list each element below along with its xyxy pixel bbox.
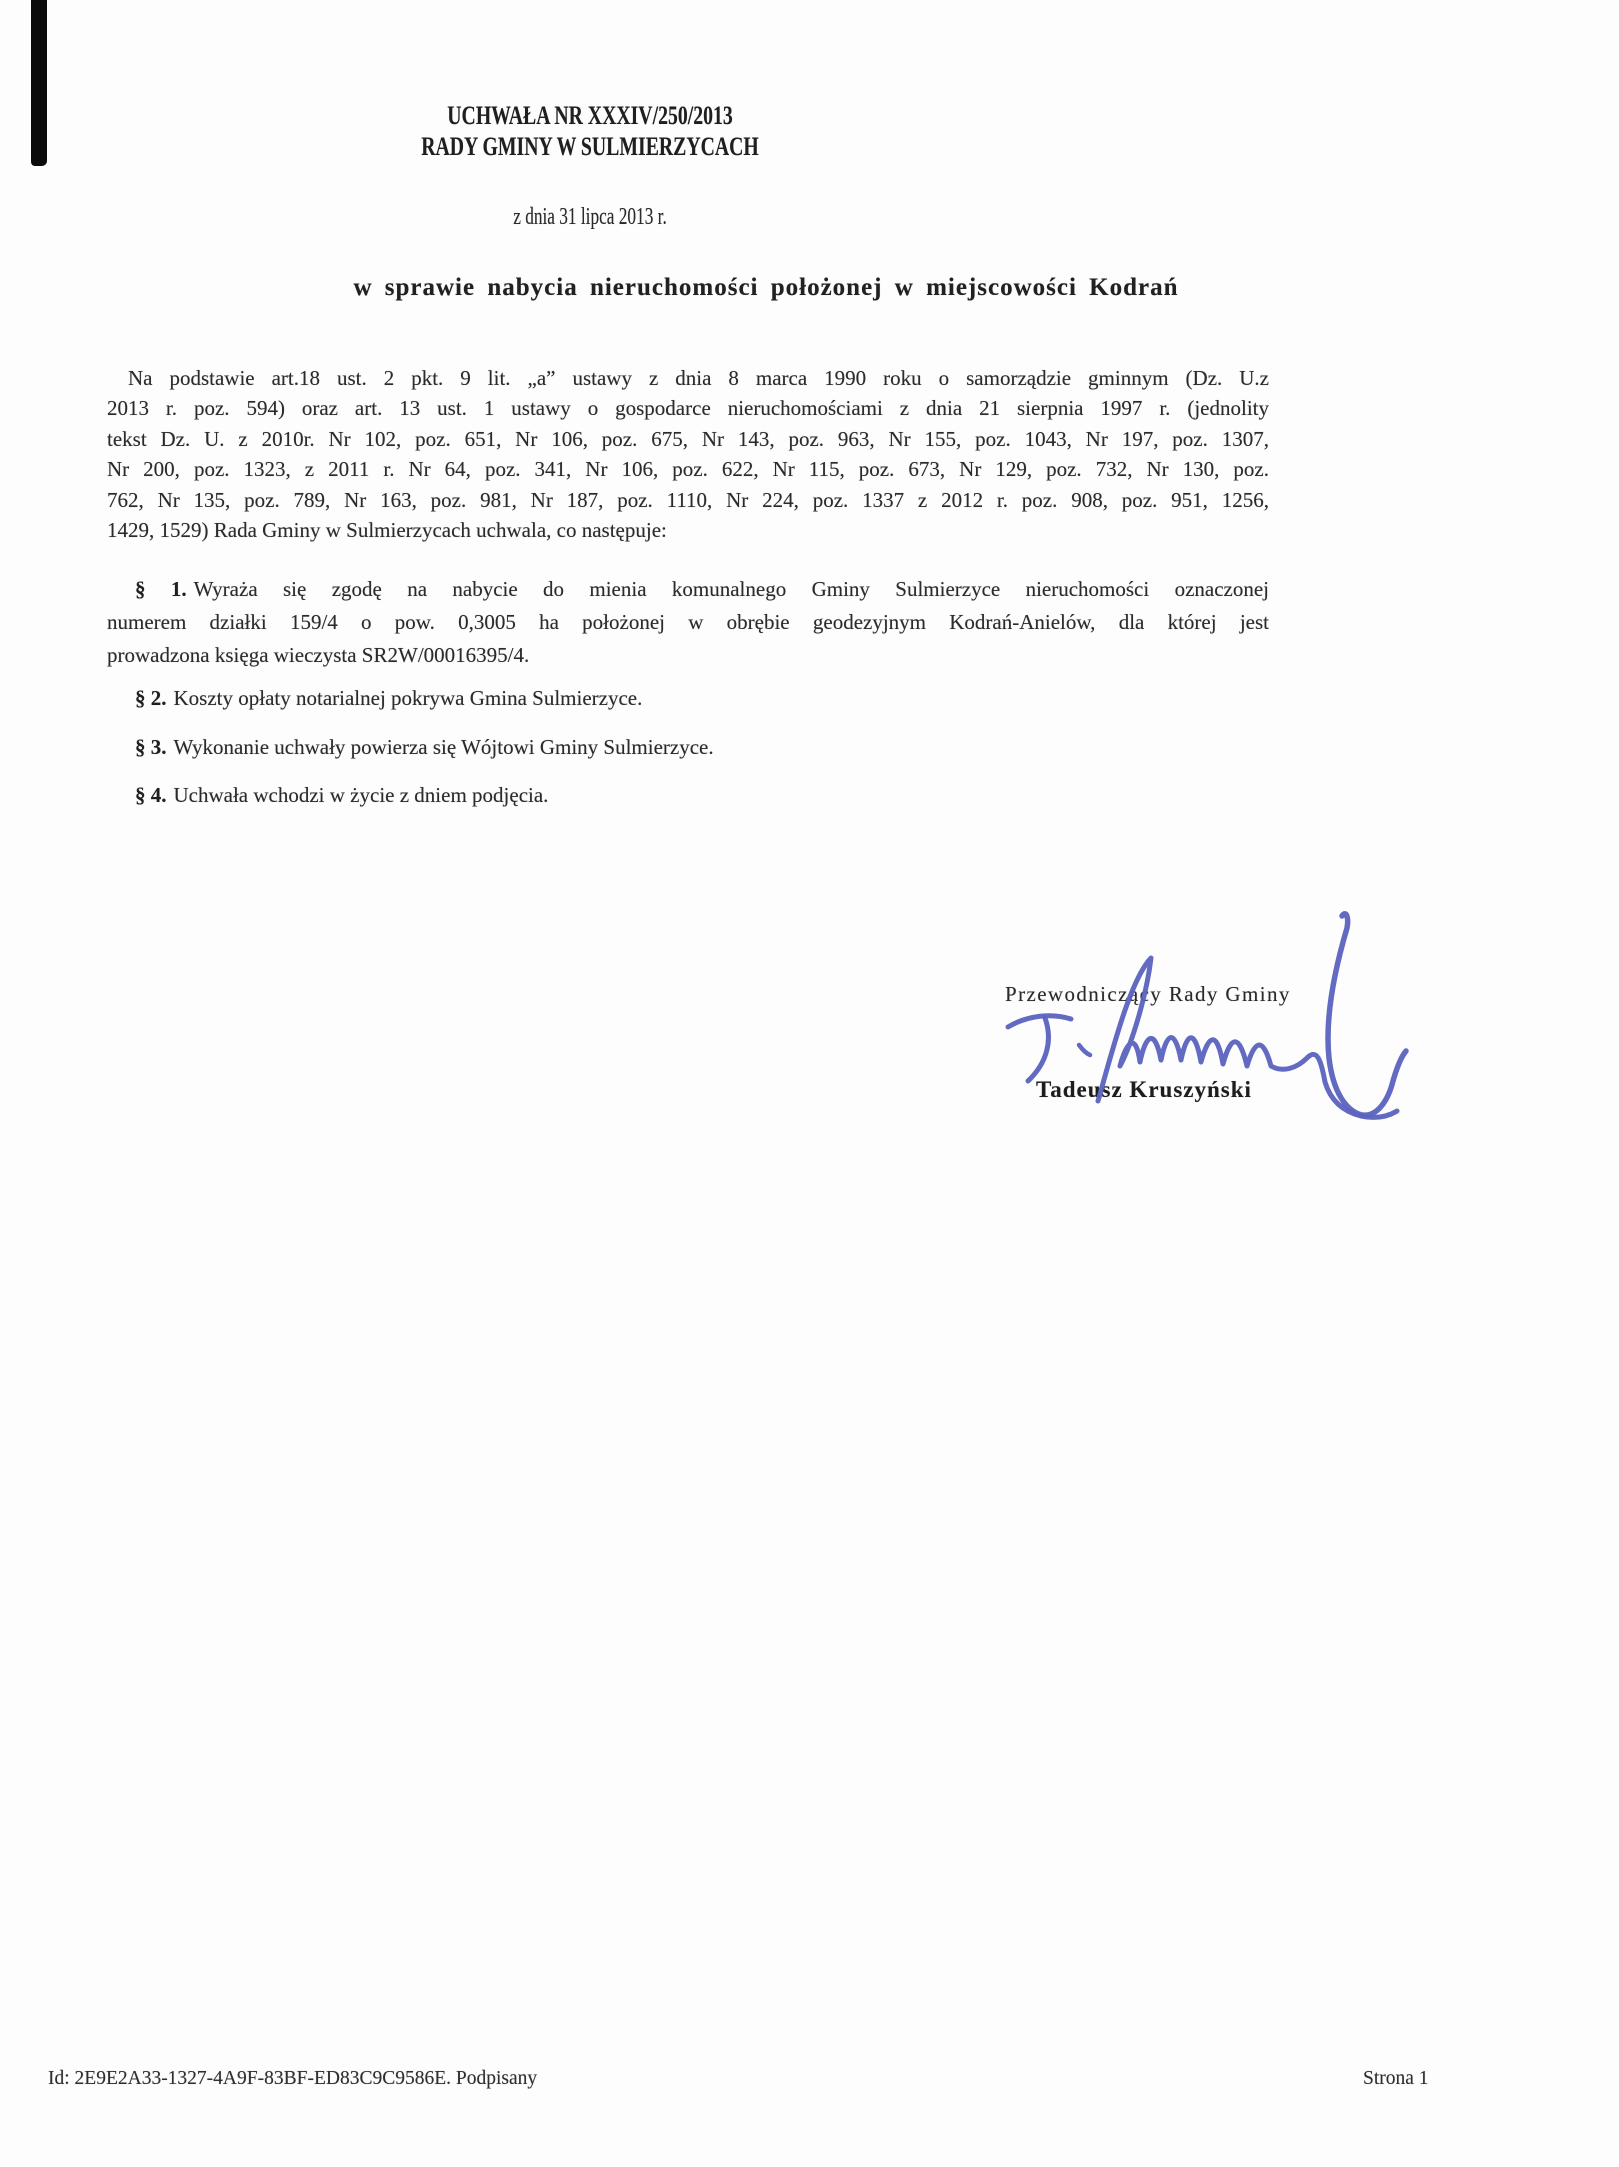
section-2-marker: § 2. <box>135 686 167 710</box>
section-1-paragraph <box>107 573 1269 672</box>
legal-basis-line: Nr 200, poz. 1323, z 2011 r. Nr 64, poz. 341, Nr 106, poz. 622, Nr 115, poz. 673, Nr 129, poz. 732, Nr 130, poz. <box>107 457 1269 482</box>
section-1-text: Wyraża się zgodę na nabycie do mienia komunalnego Gminy Sulmierzyce nieruchomości oznaczonej <box>193 577 1270 601</box>
resolution-subject: w sprawie nabycia nieruchomości położonej w miejscowości Kodrań <box>353 274 1179 301</box>
section-4-text: Uchwała wchodzi w życie z dniem podjęcia. <box>173 783 549 807</box>
signature-stroke-flourish <box>1328 914 1406 1115</box>
legal-basis-line: 762, Nr 135, poz. 789, Nr 163, poz. 981, Nr 187, poz. 1110, Nr 224, poz. 1337 z 2012 r. poz. 908, poz. 951, 1256, <box>107 487 1269 512</box>
page-number: Strona 1 <box>1363 2068 1429 2089</box>
legal-basis-line: 2013 r. poz. 594) oraz art. 13 ust. 1 ustawy o gospodarce nieruchomościami z dnia 21 sierpnia 1997 r. (jednolity <box>107 396 1269 421</box>
section-2-paragraph <box>135 684 1335 712</box>
issuing-body: RADY GMINY W SULMIERZYCACH <box>421 132 759 161</box>
handwritten-signature <box>980 893 1420 1138</box>
scan-artifact-mark <box>31 0 47 166</box>
signature-stroke-k-waves <box>1098 958 1397 1117</box>
signatory-role: Przewodniczący Rady Gminy <box>1005 982 1291 1006</box>
legal-basis-line: Na podstawie art.18 ust. 2 pkt. 9 lit. „a” ustawy z dnia 8 marca 1990 roku o samorządzie gminnym (Dz. U.z <box>128 366 1269 390</box>
title-block <box>90 100 1090 162</box>
section-3-text: Wykonanie uchwały powierza się Wójtowi Gminy Sulmierzyce. <box>173 735 714 759</box>
signature-stroke-dot <box>1079 1045 1090 1055</box>
section-1-line: prowadzona księga wieczysta SR2W/00016395/4. <box>107 643 530 667</box>
signature-stroke-t-stem <box>1028 1018 1048 1081</box>
section-1-marker: § 1. <box>135 577 187 601</box>
resolution-date: z dnia 31 lipca 2013 r. <box>513 204 667 230</box>
legal-basis-line: 1429, 1529) Rada Gminy w Sulmierzycach uchwala, co następuje: <box>107 518 667 543</box>
resolution-number: UCHWAŁA NR XXXIV/250/2013 <box>447 101 733 130</box>
section-1-line: numerem działki 159/4 o pow. 0,3005 ha położonej w obrębie geodezyjnym Kodrań-Anielów, dla której jest <box>107 610 1269 634</box>
signature-stroke-t <box>1008 1016 1071 1027</box>
signatory-name: Tadeusz Kruszyński <box>1036 1077 1252 1102</box>
document-id: Id: 2E9E2A33-1327-4A9F-83BF-ED83C9C9586E. Podpisany <box>48 2068 538 2089</box>
section-4-marker: § 4. <box>135 783 167 807</box>
legal-basis-paragraph <box>107 363 1269 545</box>
section-3-marker: § 3. <box>135 735 167 759</box>
legal-basis-line: tekst Dz. U. z 2010r. Nr 102, poz. 651, Nr 106, poz. 675, Nr 143, poz. 963, Nr 155, poz. 1043, Nr 197, poz. 1307, <box>107 426 1269 451</box>
section-3-paragraph <box>135 733 1335 761</box>
section-2-text: Koszty opłaty notarialnej pokrywa Gmina Sulmierzyce. <box>173 686 643 710</box>
section-4-paragraph <box>135 781 1335 809</box>
section-1-line <box>107 573 1269 606</box>
